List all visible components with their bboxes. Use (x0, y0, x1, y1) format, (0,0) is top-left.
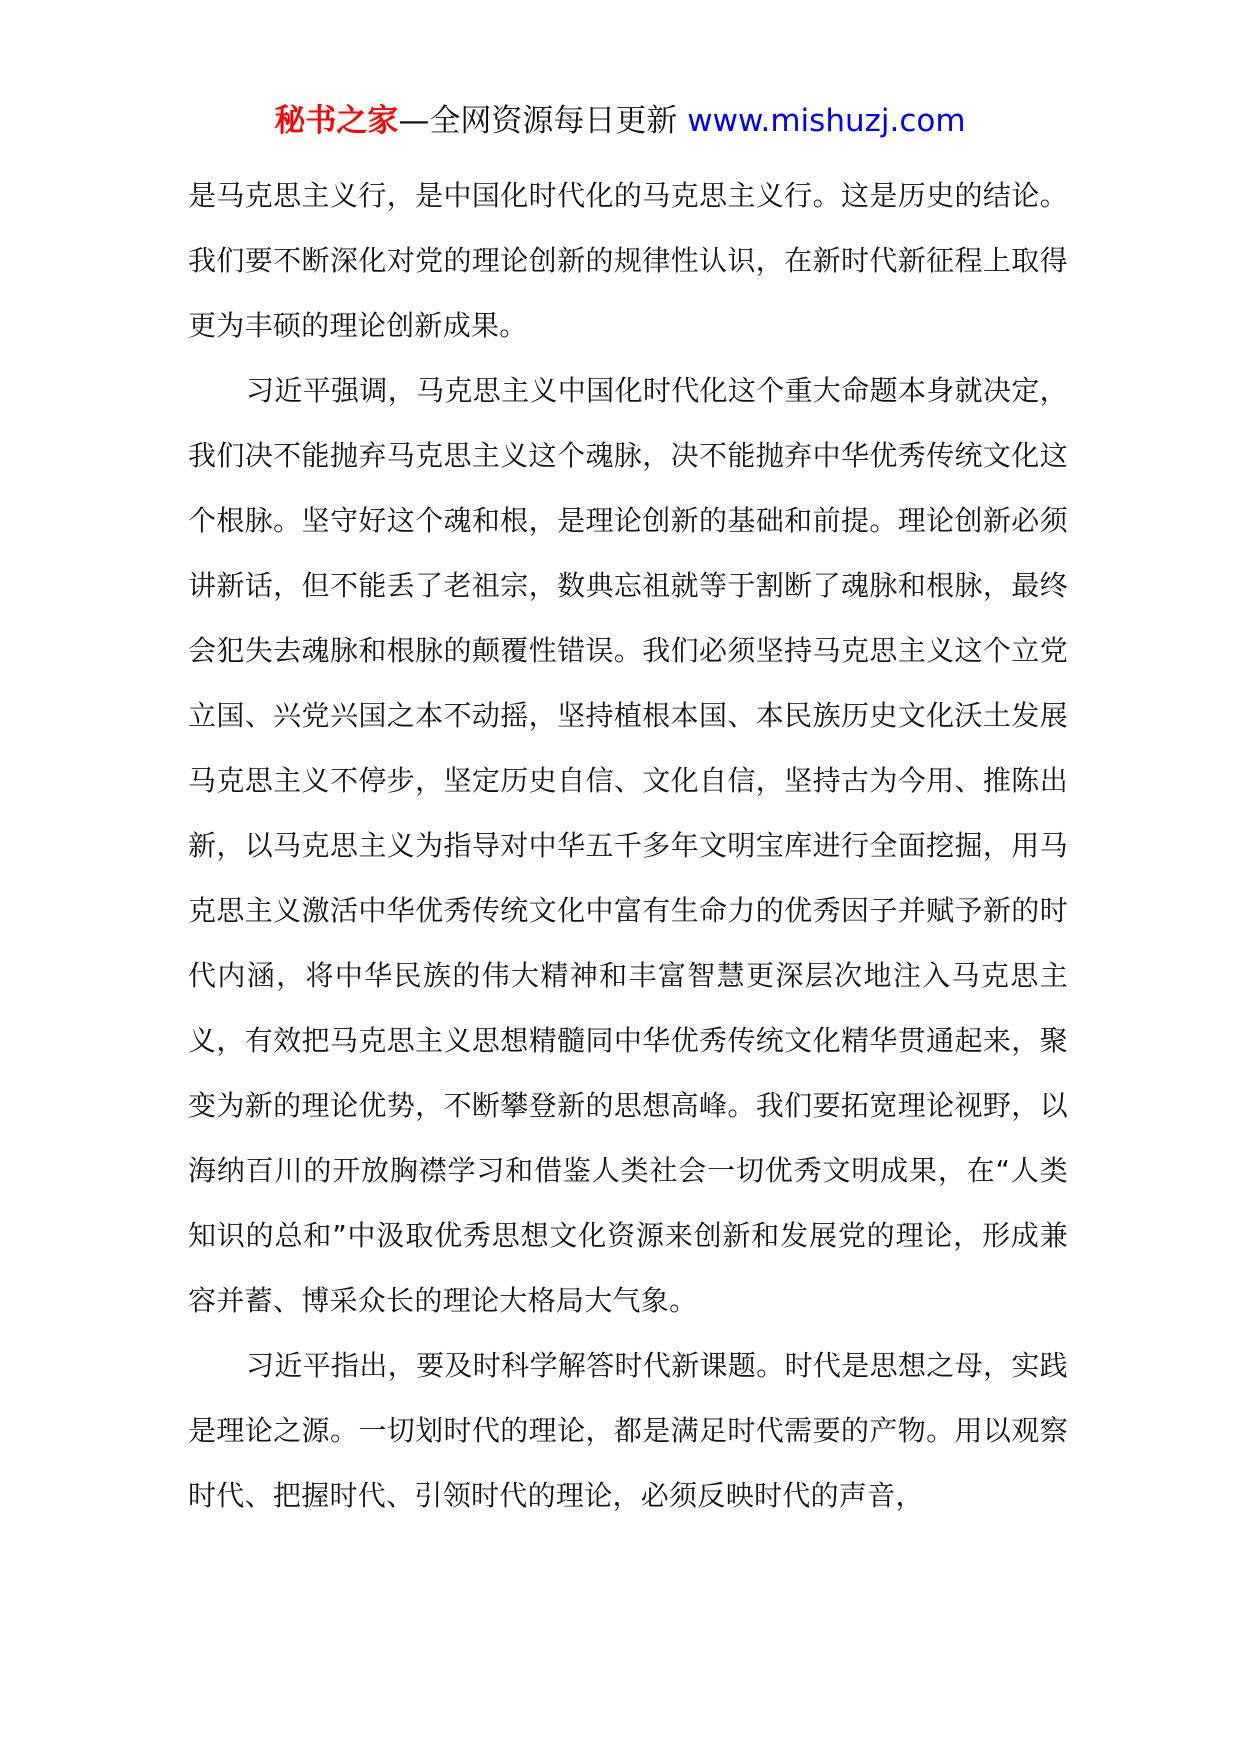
site-url-link[interactable]: www.mishuzj.com (687, 103, 966, 139)
paragraph: 习近平强调，马克思主义中国化时代化这个重大命题本身就决定，我们决不能抛弃马克思主义这个魂脉，决不能抛弃中华优秀传统文化这个根脉。坚守好这个魂和根，是理论创新的基础和前提。理论创新必须讲新话，但不能丢了老祖宗，数典忘祖就等于割断了魂脉和根脉，最终会犯失去魂脉和根脉的颠覆性错误。我们必须坚持马克思主义这个立党立国、兴党兴国之本不动摇，坚持植根本国、本民族历史文化沃土发展马克思主义不停步，坚定历史自信、文化自信，坚持古为今用、推陈出新，以马克思主义为指导对中华五千多年文明宝库进行全面挖掘，用马克思主义激活中华优秀传统文化中富有生命力的优秀因子并赋予新的时代内涵，将中华民族的伟大精神和丰富智慧更深层次地注入马克思主义，有效把马克思主义思想精髓同中华优秀传统文化精华贯通起来，聚变为新的理论优势，不断攀登新的思想高峰。我们要拓宽理论视野，以海纳百川的开放胸襟学习和借鉴人类社会一切优秀文明成果，在“人类知识的总和”中汲取优秀思想文化资源来创新和发展党的理论，形成兼容并蓄、博采众长的理论大格局大气象。 (188, 374, 1068, 1317)
site-slogan: —全网资源每日更新 (398, 103, 688, 139)
document-body (188, 163, 1068, 1528)
paragraph: 是马克思主义行，是中国化时代化的马克思主义行。这是历史的结论。我们要不断深化对党的理论创新的规律性认识，在新时代新征程上取得更为丰硕的理论创新成果。 (188, 179, 1068, 342)
site-header (0, 98, 1240, 144)
paragraph: 习近平指出，要及时科学解答时代新课题。时代是思想之母，实践是理论之源。一切划时代的理论，都是满足时代需要的产物。用以观察时代、把握时代、引领时代的理论，必须反映时代的声音， (188, 1349, 1068, 1512)
site-brand: 秘书之家 (274, 103, 399, 139)
